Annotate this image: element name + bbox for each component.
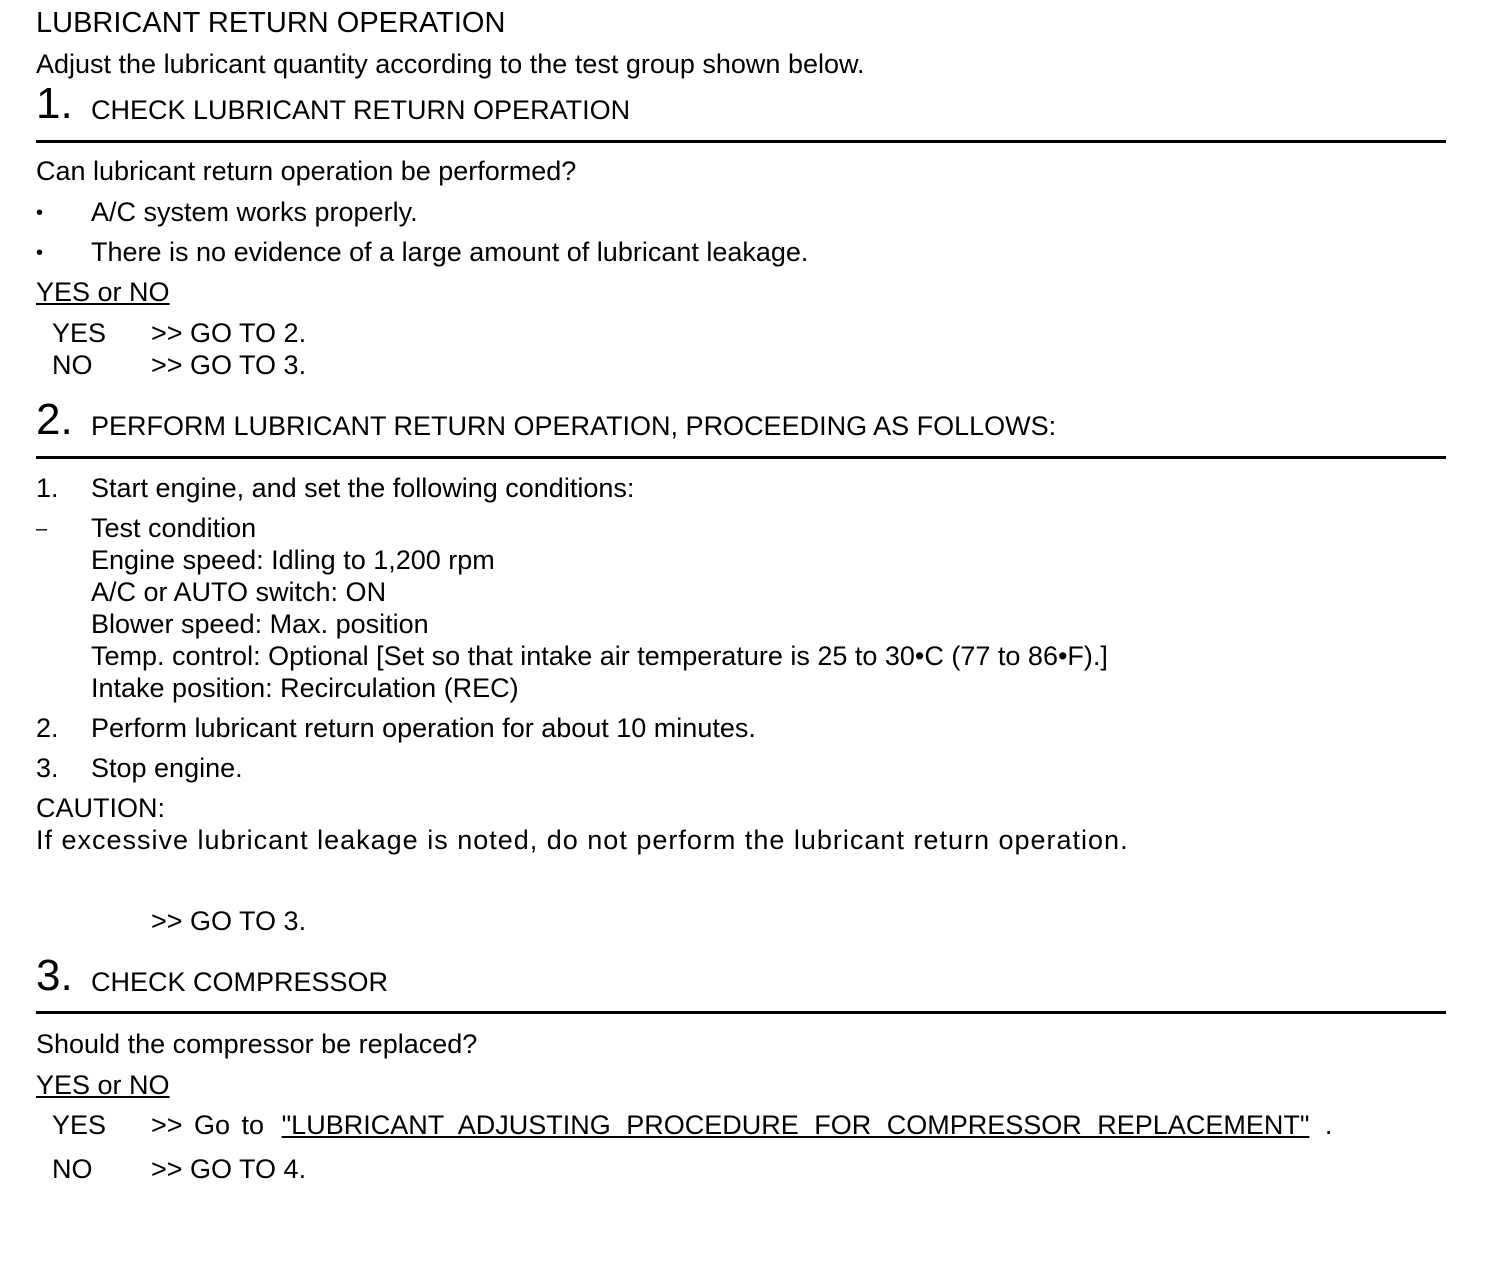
answer-no-action: >> GO TO 4.	[151, 1154, 307, 1184]
bullet-marker: •	[36, 202, 44, 224]
list-item: Stop engine.	[91, 753, 243, 783]
answer-yes-label: YES	[52, 1110, 107, 1140]
step-number: 1.	[36, 79, 73, 128]
action-prefix: >> Go to	[151, 1110, 265, 1140]
list-marker: 1.	[36, 473, 59, 503]
bullet-marker: •	[36, 242, 44, 264]
condition-line: Engine speed: Idling to 1,200 rpm	[91, 545, 495, 575]
answer-no-label: NO	[52, 1154, 93, 1184]
answer-no-action: >> GO TO 3.	[151, 350, 307, 380]
condition-line: Temp. control: Optional [Set so that intake air temperature is 25 to 30•C (77 to 86•F).]	[91, 641, 1108, 671]
step-title: CHECK LUBRICANT RETURN OPERATION	[91, 95, 631, 125]
bullet-text: A/C system works properly.	[91, 197, 418, 227]
answer-no-label: NO	[52, 350, 93, 380]
list-item: Start engine, and set the following conditions:	[91, 473, 635, 503]
list-item: Perform lubricant return operation for about 10 minutes.	[91, 713, 756, 743]
step-number: 3.	[36, 951, 73, 1000]
step-question: Should the compressor be replaced?	[36, 1029, 478, 1059]
answer-yes-action: >> GO TO 2.	[151, 318, 307, 348]
step-question: Can lubricant return operation be performed?	[36, 156, 577, 186]
condition-line: Intake position: Recirculation (REC)	[91, 673, 519, 703]
answer-yes-label: YES	[52, 318, 107, 348]
step-number: 2.	[36, 395, 73, 444]
next-action: >> GO TO 3.	[151, 906, 307, 936]
caution-label: CAUTION:	[36, 793, 166, 823]
answer-yes-action	[151, 1109, 1332, 1141]
caution-text: If excessive lubricant leakage is noted, do not perform the lubricant return operation.	[36, 825, 1129, 855]
section-divider	[36, 456, 1446, 459]
list-item: Test condition	[91, 513, 257, 543]
procedure-link[interactable]: "LUBRICANT ADJUSTING PROCEDURE FOR COMPRESSOR REPLACEMENT"	[281, 1110, 1310, 1140]
list-marker: 3.	[36, 753, 59, 783]
section-divider	[36, 1011, 1446, 1014]
intro-text: Adjust the lubricant quantity according to the test group shown below.	[36, 49, 865, 79]
condition-line: Blower speed: Max. position	[91, 609, 429, 639]
yes-no-label: YES or NO	[36, 277, 170, 307]
list-marker: 2.	[36, 713, 59, 743]
list-marker: –	[36, 518, 48, 540]
section-divider	[36, 140, 1446, 143]
condition-line: A/C or AUTO switch: ON	[91, 577, 387, 607]
yes-no-label: YES or NO	[36, 1070, 170, 1100]
step-title: PERFORM LUBRICANT RETURN OPERATION, PROCEEDING AS FOLLOWS:	[91, 411, 1057, 441]
step-title: CHECK COMPRESSOR	[91, 967, 389, 997]
link-suffix: .	[1324, 1110, 1333, 1140]
page-title: LUBRICANT RETURN OPERATION	[36, 7, 506, 39]
bullet-text: There is no evidence of a large amount of lubricant leakage.	[91, 237, 809, 267]
